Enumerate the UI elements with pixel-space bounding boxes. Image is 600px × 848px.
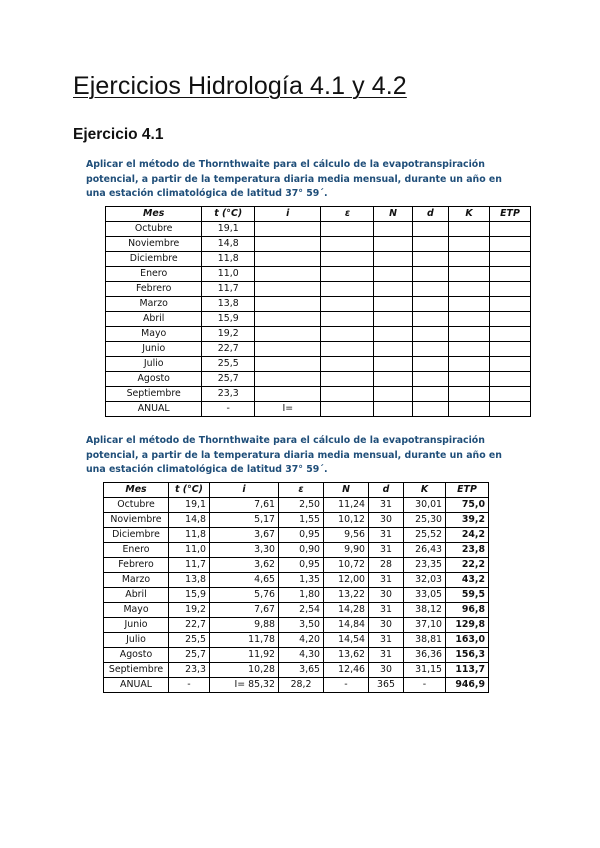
exercise-prompt: Aplicar el método de Thornthwaite para el cálculo de la evapotranspiración potencial, a partir de la temperatura diaria media mensual, durante un año en una estación climatológica de latitud 37° 59´. bbox=[86, 435, 502, 476]
cell-epsilon bbox=[321, 251, 374, 266]
cell-k bbox=[448, 221, 489, 236]
table-row bbox=[106, 356, 531, 371]
col-header-temp: t (°C) bbox=[169, 482, 210, 497]
col-header-i: i bbox=[255, 206, 321, 221]
cell-n: 14,28 bbox=[324, 602, 369, 617]
cell-etp bbox=[490, 266, 531, 281]
cell-temp: 11,0 bbox=[202, 266, 255, 281]
table-row bbox=[104, 617, 489, 632]
cell-i bbox=[255, 311, 321, 326]
cell-mes: Enero bbox=[106, 266, 202, 281]
cell-k bbox=[448, 251, 489, 266]
table-row bbox=[104, 527, 489, 542]
cell-d: 31 bbox=[369, 527, 404, 542]
cell-etp bbox=[490, 356, 531, 371]
cell-mes: Agosto bbox=[104, 647, 169, 662]
cell-d bbox=[412, 221, 448, 236]
cell-k: 26,43 bbox=[404, 542, 446, 557]
table-row bbox=[106, 281, 531, 296]
cell-k bbox=[448, 296, 489, 311]
exercise-figure-solved bbox=[86, 434, 531, 693]
cell-i: 5,17 bbox=[210, 512, 279, 527]
cell-i: 3,67 bbox=[210, 527, 279, 542]
cell-epsilon bbox=[321, 221, 374, 236]
cell-temp: 11,8 bbox=[169, 527, 210, 542]
cell-k: - bbox=[404, 677, 446, 692]
cell-k bbox=[448, 326, 489, 341]
cell-mes: Diciembre bbox=[106, 251, 202, 266]
page-title: Ejercicios Hidrología 4.1 y 4.2 bbox=[73, 72, 407, 100]
cell-d: 31 bbox=[369, 542, 404, 557]
cell-n bbox=[374, 251, 412, 266]
cell-k: 37,10 bbox=[404, 617, 446, 632]
cell-epsilon: 3,50 bbox=[279, 617, 324, 632]
cell-i: I= bbox=[255, 401, 321, 416]
cell-temp: 11,8 bbox=[202, 251, 255, 266]
cell-epsilon bbox=[321, 356, 374, 371]
col-header-etp: ETP bbox=[446, 482, 489, 497]
table-row bbox=[106, 386, 531, 401]
cell-i bbox=[255, 326, 321, 341]
cell-n bbox=[374, 221, 412, 236]
exercise-figure-empty bbox=[86, 158, 531, 417]
cell-n bbox=[374, 311, 412, 326]
cell-n: - bbox=[324, 677, 369, 692]
col-header-d: d bbox=[412, 206, 448, 221]
table-row bbox=[106, 221, 531, 236]
cell-d bbox=[412, 311, 448, 326]
table-row bbox=[104, 497, 489, 512]
cell-n bbox=[374, 236, 412, 251]
cell-i bbox=[255, 281, 321, 296]
cell-k: 31,15 bbox=[404, 662, 446, 677]
cell-etp bbox=[490, 251, 531, 266]
col-header-mes: Mes bbox=[106, 206, 202, 221]
col-header-k: K bbox=[448, 206, 489, 221]
cell-temp: - bbox=[202, 401, 255, 416]
cell-i bbox=[255, 386, 321, 401]
cell-mes: ANUAL bbox=[106, 401, 202, 416]
cell-n: 9,56 bbox=[324, 527, 369, 542]
cell-n: 12,00 bbox=[324, 572, 369, 587]
cell-mes: ANUAL bbox=[104, 677, 169, 692]
cell-n: 9,90 bbox=[324, 542, 369, 557]
cell-i: 3,30 bbox=[210, 542, 279, 557]
table-row bbox=[104, 587, 489, 602]
col-header-etp: ETP bbox=[490, 206, 531, 221]
cell-etp: 156,3 bbox=[446, 647, 489, 662]
cell-k: 25,30 bbox=[404, 512, 446, 527]
cell-k bbox=[448, 371, 489, 386]
cell-k bbox=[448, 236, 489, 251]
cell-etp bbox=[490, 236, 531, 251]
cell-epsilon: 4,20 bbox=[279, 632, 324, 647]
table-row bbox=[104, 662, 489, 677]
cell-epsilon bbox=[321, 326, 374, 341]
cell-etp: 59,5 bbox=[446, 587, 489, 602]
cell-mes: Noviembre bbox=[106, 236, 202, 251]
cell-d: 31 bbox=[369, 632, 404, 647]
cell-d: 365 bbox=[369, 677, 404, 692]
table-total-row bbox=[104, 677, 489, 692]
cell-etp bbox=[490, 326, 531, 341]
cell-d: 31 bbox=[369, 602, 404, 617]
cell-d bbox=[412, 266, 448, 281]
cell-temp: 11,7 bbox=[169, 557, 210, 572]
cell-temp: 13,8 bbox=[169, 572, 210, 587]
col-header-n: N bbox=[324, 482, 369, 497]
cell-d bbox=[412, 326, 448, 341]
cell-temp: 25,7 bbox=[169, 647, 210, 662]
cell-n: 11,24 bbox=[324, 497, 369, 512]
cell-etp: 129,8 bbox=[446, 617, 489, 632]
table-row bbox=[106, 266, 531, 281]
cell-temp: 19,2 bbox=[202, 326, 255, 341]
cell-epsilon: 1,35 bbox=[279, 572, 324, 587]
cell-epsilon: 1,80 bbox=[279, 587, 324, 602]
table-row bbox=[104, 647, 489, 662]
cell-temp: 15,9 bbox=[202, 311, 255, 326]
cell-epsilon bbox=[321, 386, 374, 401]
cell-epsilon: 4,30 bbox=[279, 647, 324, 662]
cell-i: 7,67 bbox=[210, 602, 279, 617]
cell-k bbox=[448, 386, 489, 401]
cell-n bbox=[374, 266, 412, 281]
cell-n bbox=[374, 341, 412, 356]
table-row bbox=[106, 311, 531, 326]
exercise-prompt: Aplicar el método de Thornthwaite para el cálculo de la evapotranspiración potencial, a partir de la temperatura diaria media mensual, durante un año en una estación climatológica de latitud 37° 59´. bbox=[86, 159, 502, 200]
table-row bbox=[106, 251, 531, 266]
cell-temp: 22,7 bbox=[169, 617, 210, 632]
cell-temp: 14,8 bbox=[169, 512, 210, 527]
cell-mes: Mayo bbox=[104, 602, 169, 617]
col-header-temp: t (°C) bbox=[202, 206, 255, 221]
cell-i bbox=[255, 296, 321, 311]
cell-mes: Febrero bbox=[104, 557, 169, 572]
cell-d bbox=[412, 341, 448, 356]
cell-i: 11,92 bbox=[210, 647, 279, 662]
cell-mes: Septiembre bbox=[106, 386, 202, 401]
cell-i: 4,65 bbox=[210, 572, 279, 587]
cell-mes: Abril bbox=[106, 311, 202, 326]
cell-k: 36,36 bbox=[404, 647, 446, 662]
cell-mes: Abril bbox=[104, 587, 169, 602]
cell-d bbox=[412, 281, 448, 296]
cell-i: I= 85,32 bbox=[210, 677, 279, 692]
table-row bbox=[104, 632, 489, 647]
cell-mes: Julio bbox=[104, 632, 169, 647]
cell-epsilon: 2,54 bbox=[279, 602, 324, 617]
cell-temp: 25,5 bbox=[202, 356, 255, 371]
cell-epsilon bbox=[321, 311, 374, 326]
cell-i bbox=[255, 251, 321, 266]
cell-etp bbox=[490, 371, 531, 386]
cell-i: 3,62 bbox=[210, 557, 279, 572]
cell-etp: 43,2 bbox=[446, 572, 489, 587]
cell-etp: 113,7 bbox=[446, 662, 489, 677]
cell-epsilon: 3,65 bbox=[279, 662, 324, 677]
cell-mes: Junio bbox=[106, 341, 202, 356]
cell-d bbox=[412, 296, 448, 311]
table-row bbox=[106, 371, 531, 386]
cell-etp bbox=[490, 311, 531, 326]
cell-mes: Octubre bbox=[104, 497, 169, 512]
cell-etp bbox=[490, 341, 531, 356]
cell-k: 38,12 bbox=[404, 602, 446, 617]
cell-n: 13,22 bbox=[324, 587, 369, 602]
cell-epsilon bbox=[321, 236, 374, 251]
cell-i bbox=[255, 371, 321, 386]
cell-i: 9,88 bbox=[210, 617, 279, 632]
cell-i: 11,78 bbox=[210, 632, 279, 647]
cell-epsilon: 2,50 bbox=[279, 497, 324, 512]
cell-d bbox=[412, 371, 448, 386]
col-header-mes: Mes bbox=[104, 482, 169, 497]
cell-etp bbox=[490, 401, 531, 416]
section-title: Ejercicio 4.1 bbox=[73, 126, 164, 143]
table-header-row bbox=[106, 206, 531, 221]
cell-i: 10,28 bbox=[210, 662, 279, 677]
cell-epsilon: 0,95 bbox=[279, 527, 324, 542]
table-row bbox=[106, 236, 531, 251]
cell-k bbox=[448, 266, 489, 281]
cell-etp: 24,2 bbox=[446, 527, 489, 542]
table-total-row bbox=[106, 401, 531, 416]
cell-epsilon: 0,95 bbox=[279, 557, 324, 572]
table-row bbox=[106, 341, 531, 356]
table-row bbox=[104, 512, 489, 527]
cell-epsilon bbox=[321, 266, 374, 281]
cell-temp: 15,9 bbox=[169, 587, 210, 602]
cell-d: 28 bbox=[369, 557, 404, 572]
cell-k bbox=[448, 341, 489, 356]
cell-d bbox=[412, 236, 448, 251]
cell-d: 31 bbox=[369, 572, 404, 587]
cell-epsilon: 0,90 bbox=[279, 542, 324, 557]
col-header-d: d bbox=[369, 482, 404, 497]
cell-d bbox=[412, 401, 448, 416]
cell-i bbox=[255, 266, 321, 281]
cell-epsilon: 28,2 bbox=[279, 677, 324, 692]
cell-epsilon bbox=[321, 281, 374, 296]
cell-mes: Agosto bbox=[106, 371, 202, 386]
cell-epsilon: 1,55 bbox=[279, 512, 324, 527]
cell-etp: 96,8 bbox=[446, 602, 489, 617]
cell-etp: 75,0 bbox=[446, 497, 489, 512]
cell-temp: 19,1 bbox=[169, 497, 210, 512]
cell-temp: 13,8 bbox=[202, 296, 255, 311]
table-row bbox=[104, 602, 489, 617]
cell-d bbox=[412, 386, 448, 401]
cell-k: 33,05 bbox=[404, 587, 446, 602]
col-header-n: N bbox=[374, 206, 412, 221]
cell-etp: 23,8 bbox=[446, 542, 489, 557]
cell-etp bbox=[490, 221, 531, 236]
cell-d: 31 bbox=[369, 497, 404, 512]
cell-mes: Enero bbox=[104, 542, 169, 557]
cell-mes: Diciembre bbox=[104, 527, 169, 542]
table-row bbox=[104, 572, 489, 587]
cell-temp: 23,3 bbox=[169, 662, 210, 677]
table-header-row bbox=[104, 482, 489, 497]
cell-n: 12,46 bbox=[324, 662, 369, 677]
cell-temp: 11,0 bbox=[169, 542, 210, 557]
cell-k: 32,03 bbox=[404, 572, 446, 587]
cell-mes: Junio bbox=[104, 617, 169, 632]
cell-d: 30 bbox=[369, 617, 404, 632]
cell-d: 30 bbox=[369, 512, 404, 527]
cell-temp: 23,3 bbox=[202, 386, 255, 401]
cell-temp: 22,7 bbox=[202, 341, 255, 356]
cell-temp: 25,7 bbox=[202, 371, 255, 386]
cell-k bbox=[448, 356, 489, 371]
solved-data-table bbox=[103, 482, 489, 693]
cell-epsilon bbox=[321, 371, 374, 386]
cell-etp: 946,9 bbox=[446, 677, 489, 692]
cell-d: 30 bbox=[369, 662, 404, 677]
cell-etp: 163,0 bbox=[446, 632, 489, 647]
cell-temp: 25,5 bbox=[169, 632, 210, 647]
cell-i bbox=[255, 356, 321, 371]
cell-etp: 22,2 bbox=[446, 557, 489, 572]
cell-i bbox=[255, 341, 321, 356]
cell-n: 14,54 bbox=[324, 632, 369, 647]
cell-etp bbox=[490, 386, 531, 401]
cell-n bbox=[374, 371, 412, 386]
cell-temp: 19,1 bbox=[202, 221, 255, 236]
cell-d bbox=[412, 356, 448, 371]
cell-epsilon bbox=[321, 341, 374, 356]
cell-i: 7,61 bbox=[210, 497, 279, 512]
cell-mes: Septiembre bbox=[104, 662, 169, 677]
cell-mes: Mayo bbox=[106, 326, 202, 341]
cell-n: 13,62 bbox=[324, 647, 369, 662]
cell-mes: Marzo bbox=[106, 296, 202, 311]
cell-epsilon bbox=[321, 296, 374, 311]
col-header-epsilon: ε bbox=[279, 482, 324, 497]
col-header-k: K bbox=[404, 482, 446, 497]
cell-temp: 14,8 bbox=[202, 236, 255, 251]
cell-temp: 11,7 bbox=[202, 281, 255, 296]
cell-k: 25,52 bbox=[404, 527, 446, 542]
cell-d bbox=[412, 251, 448, 266]
table-row bbox=[104, 557, 489, 572]
cell-mes: Febrero bbox=[106, 281, 202, 296]
cell-k bbox=[448, 281, 489, 296]
cell-d: 31 bbox=[369, 647, 404, 662]
cell-n bbox=[374, 356, 412, 371]
cell-i: 5,76 bbox=[210, 587, 279, 602]
cell-temp: - bbox=[169, 677, 210, 692]
cell-k bbox=[448, 401, 489, 416]
cell-n bbox=[374, 386, 412, 401]
cell-mes: Marzo bbox=[104, 572, 169, 587]
cell-k bbox=[448, 311, 489, 326]
cell-n bbox=[374, 281, 412, 296]
cell-mes: Julio bbox=[106, 356, 202, 371]
cell-temp: 19,2 bbox=[169, 602, 210, 617]
cell-i bbox=[255, 221, 321, 236]
empty-data-table bbox=[105, 206, 531, 417]
cell-k: 23,35 bbox=[404, 557, 446, 572]
cell-epsilon bbox=[321, 401, 374, 416]
cell-n bbox=[374, 401, 412, 416]
cell-k: 30,01 bbox=[404, 497, 446, 512]
cell-n: 14,84 bbox=[324, 617, 369, 632]
cell-n: 10,72 bbox=[324, 557, 369, 572]
cell-n bbox=[374, 296, 412, 311]
cell-mes: Octubre bbox=[106, 221, 202, 236]
col-header-epsilon: ε bbox=[321, 206, 374, 221]
col-header-i: i bbox=[210, 482, 279, 497]
table-row bbox=[106, 326, 531, 341]
cell-mes: Noviembre bbox=[104, 512, 169, 527]
cell-i bbox=[255, 236, 321, 251]
cell-etp: 39,2 bbox=[446, 512, 489, 527]
cell-n: 10,12 bbox=[324, 512, 369, 527]
cell-etp bbox=[490, 281, 531, 296]
table-row bbox=[104, 542, 489, 557]
cell-k: 38,81 bbox=[404, 632, 446, 647]
cell-etp bbox=[490, 296, 531, 311]
cell-n bbox=[374, 326, 412, 341]
cell-d: 30 bbox=[369, 587, 404, 602]
table-row bbox=[106, 296, 531, 311]
